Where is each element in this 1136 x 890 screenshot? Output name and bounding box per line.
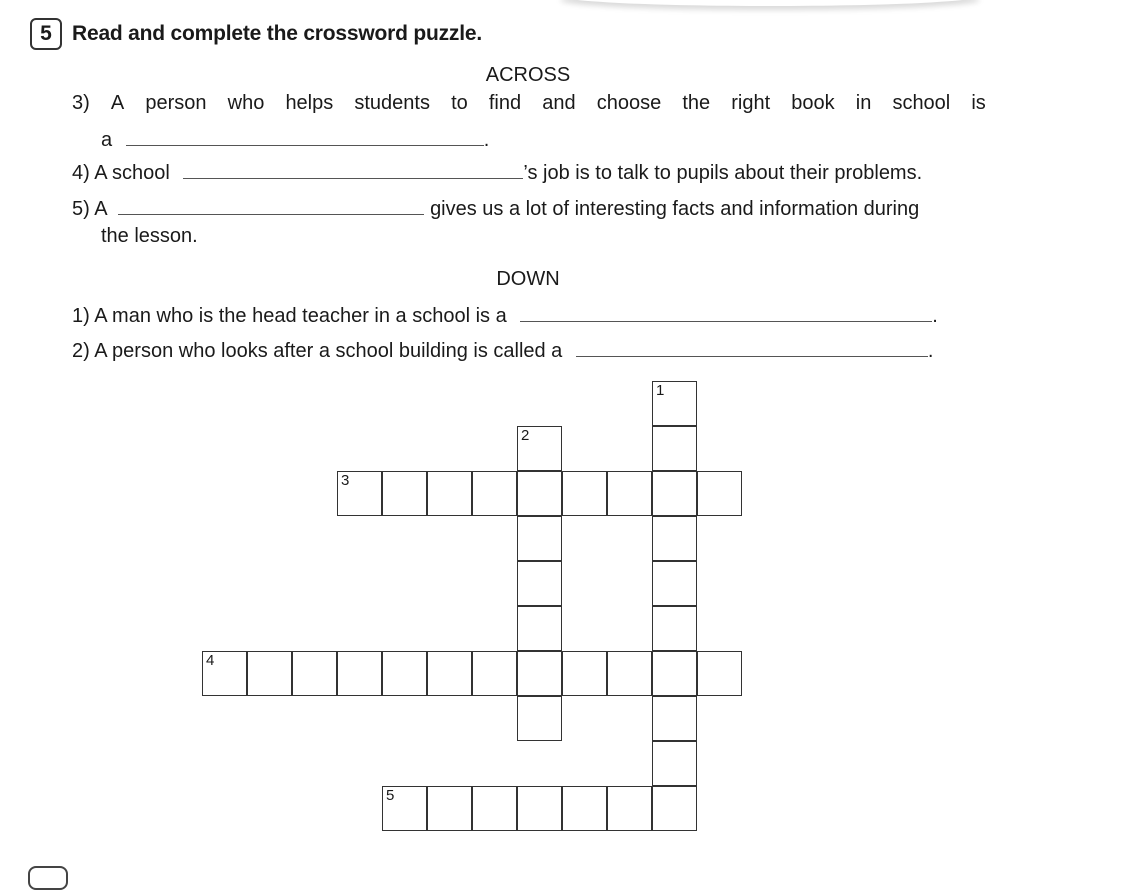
clue-word: choose	[596, 92, 662, 114]
crossword-cell[interactable]	[607, 471, 652, 516]
clue-word: and	[542, 92, 576, 114]
clue-word: school	[892, 92, 951, 114]
next-exercise-badge-edge	[28, 866, 68, 890]
crossword-cell[interactable]	[472, 786, 517, 831]
crossword-cell[interactable]	[382, 786, 427, 831]
across-clue-4	[72, 160, 922, 185]
crossword-cell[interactable]	[652, 696, 697, 741]
across-title: ACROSS	[485, 64, 571, 86]
clue-word: in	[855, 92, 872, 114]
across-clue-3-line-2	[101, 127, 489, 152]
crossword-clue-number: 2	[521, 427, 530, 444]
down-clue-2	[72, 338, 933, 363]
clue-punctuation: .	[483, 129, 490, 151]
crossword-clue-number: 3	[341, 472, 350, 489]
crossword-cell[interactable]	[652, 786, 697, 831]
crossword-cell[interactable]	[427, 786, 472, 831]
clue-text: A person who looks after a school building is called a	[94, 340, 563, 362]
clue-text: gives us a lot of interesting facts and information during	[430, 198, 920, 220]
across-clue-5	[72, 196, 919, 221]
clue-word: A	[110, 92, 125, 114]
crossword-cell[interactable]	[652, 651, 697, 696]
crossword-cell[interactable]	[472, 471, 517, 516]
crossword-cell[interactable]	[652, 426, 697, 471]
crossword-cell[interactable]	[697, 651, 742, 696]
crossword-cell[interactable]	[247, 651, 292, 696]
clue-word: right	[731, 92, 771, 114]
crossword-cell[interactable]	[382, 651, 427, 696]
crossword-cell[interactable]	[607, 786, 652, 831]
clue-word: person	[145, 92, 207, 114]
crossword-cell[interactable]	[427, 471, 472, 516]
crossword-cell[interactable]	[652, 516, 697, 561]
clue-word: who	[227, 92, 265, 114]
clue-text: a	[101, 129, 113, 151]
crossword-cell[interactable]	[517, 561, 562, 606]
crossword-cell[interactable]	[337, 651, 382, 696]
clue-number: 1)	[72, 305, 90, 327]
crossword-cell[interactable]	[562, 471, 607, 516]
answer-blank-down-1[interactable]	[520, 303, 932, 322]
clue-word: find	[488, 92, 522, 114]
down-title: DOWN	[496, 268, 560, 290]
answer-blank-down-2[interactable]	[576, 338, 928, 357]
clue-word: is	[971, 92, 986, 114]
clue-punctuation: .	[932, 305, 938, 327]
crossword-cell[interactable]	[517, 471, 562, 516]
answer-blank-across-5[interactable]	[118, 196, 424, 215]
clue-word: students	[354, 92, 430, 114]
clue-number: 2)	[72, 340, 90, 362]
answer-blank-across-4[interactable]	[183, 160, 523, 179]
crossword-cell[interactable]	[292, 651, 337, 696]
exercise-number-badge: 5	[30, 18, 62, 50]
clue-number: 4)	[72, 162, 90, 184]
clue-number: 3)	[72, 92, 90, 114]
crossword-cell[interactable]	[472, 651, 517, 696]
crossword-cell[interactable]	[697, 471, 742, 516]
clue-text: ’s job is to talk to pupils about their problems.	[523, 162, 923, 184]
clue-punctuation: .	[927, 340, 934, 362]
clue-word: book	[791, 92, 835, 114]
clue-word: to	[451, 92, 468, 114]
crossword-clue-number: 4	[206, 652, 215, 669]
answer-blank-across-3[interactable]	[126, 127, 484, 146]
crossword-cell[interactable]	[652, 741, 697, 786]
page-edge-shadow	[560, 0, 980, 6]
crossword-cell[interactable]	[427, 651, 472, 696]
clue-text: A	[94, 198, 107, 220]
crossword-cell[interactable]	[517, 696, 562, 741]
across-clue-3-line-1	[72, 91, 986, 115]
crossword-cell[interactable]	[337, 471, 382, 516]
crossword-cell[interactable]	[652, 606, 697, 651]
crossword-cell[interactable]	[517, 516, 562, 561]
crossword-cell[interactable]	[652, 471, 697, 516]
clue-number: 5)	[72, 198, 90, 220]
crossword-cell[interactable]	[202, 651, 247, 696]
clue-text: A man who is the head teacher in a school is a	[94, 305, 507, 327]
crossword-clue-number: 5	[386, 787, 395, 804]
crossword-cell[interactable]	[382, 471, 427, 516]
crossword-cell[interactable]	[517, 426, 562, 471]
exercise-instruction: Read and complete the crossword puzzle.	[72, 22, 482, 45]
crossword-cell[interactable]	[562, 651, 607, 696]
crossword-cell[interactable]	[607, 651, 652, 696]
clue-word: the	[682, 92, 711, 114]
crossword-cell[interactable]	[652, 381, 697, 426]
crossword-cell[interactable]	[517, 651, 562, 696]
crossword-clue-number: 1	[656, 382, 665, 399]
exercise-header	[30, 18, 482, 50]
down-clue-1	[72, 303, 938, 328]
crossword-cell[interactable]	[562, 786, 607, 831]
clue-text: A school	[94, 162, 170, 184]
crossword-cell[interactable]	[517, 606, 562, 651]
across-clue-5-continuation: the lesson.	[101, 225, 198, 247]
crossword-cell[interactable]	[517, 786, 562, 831]
crossword-cell[interactable]	[652, 561, 697, 606]
clue-word: helps	[285, 92, 334, 114]
